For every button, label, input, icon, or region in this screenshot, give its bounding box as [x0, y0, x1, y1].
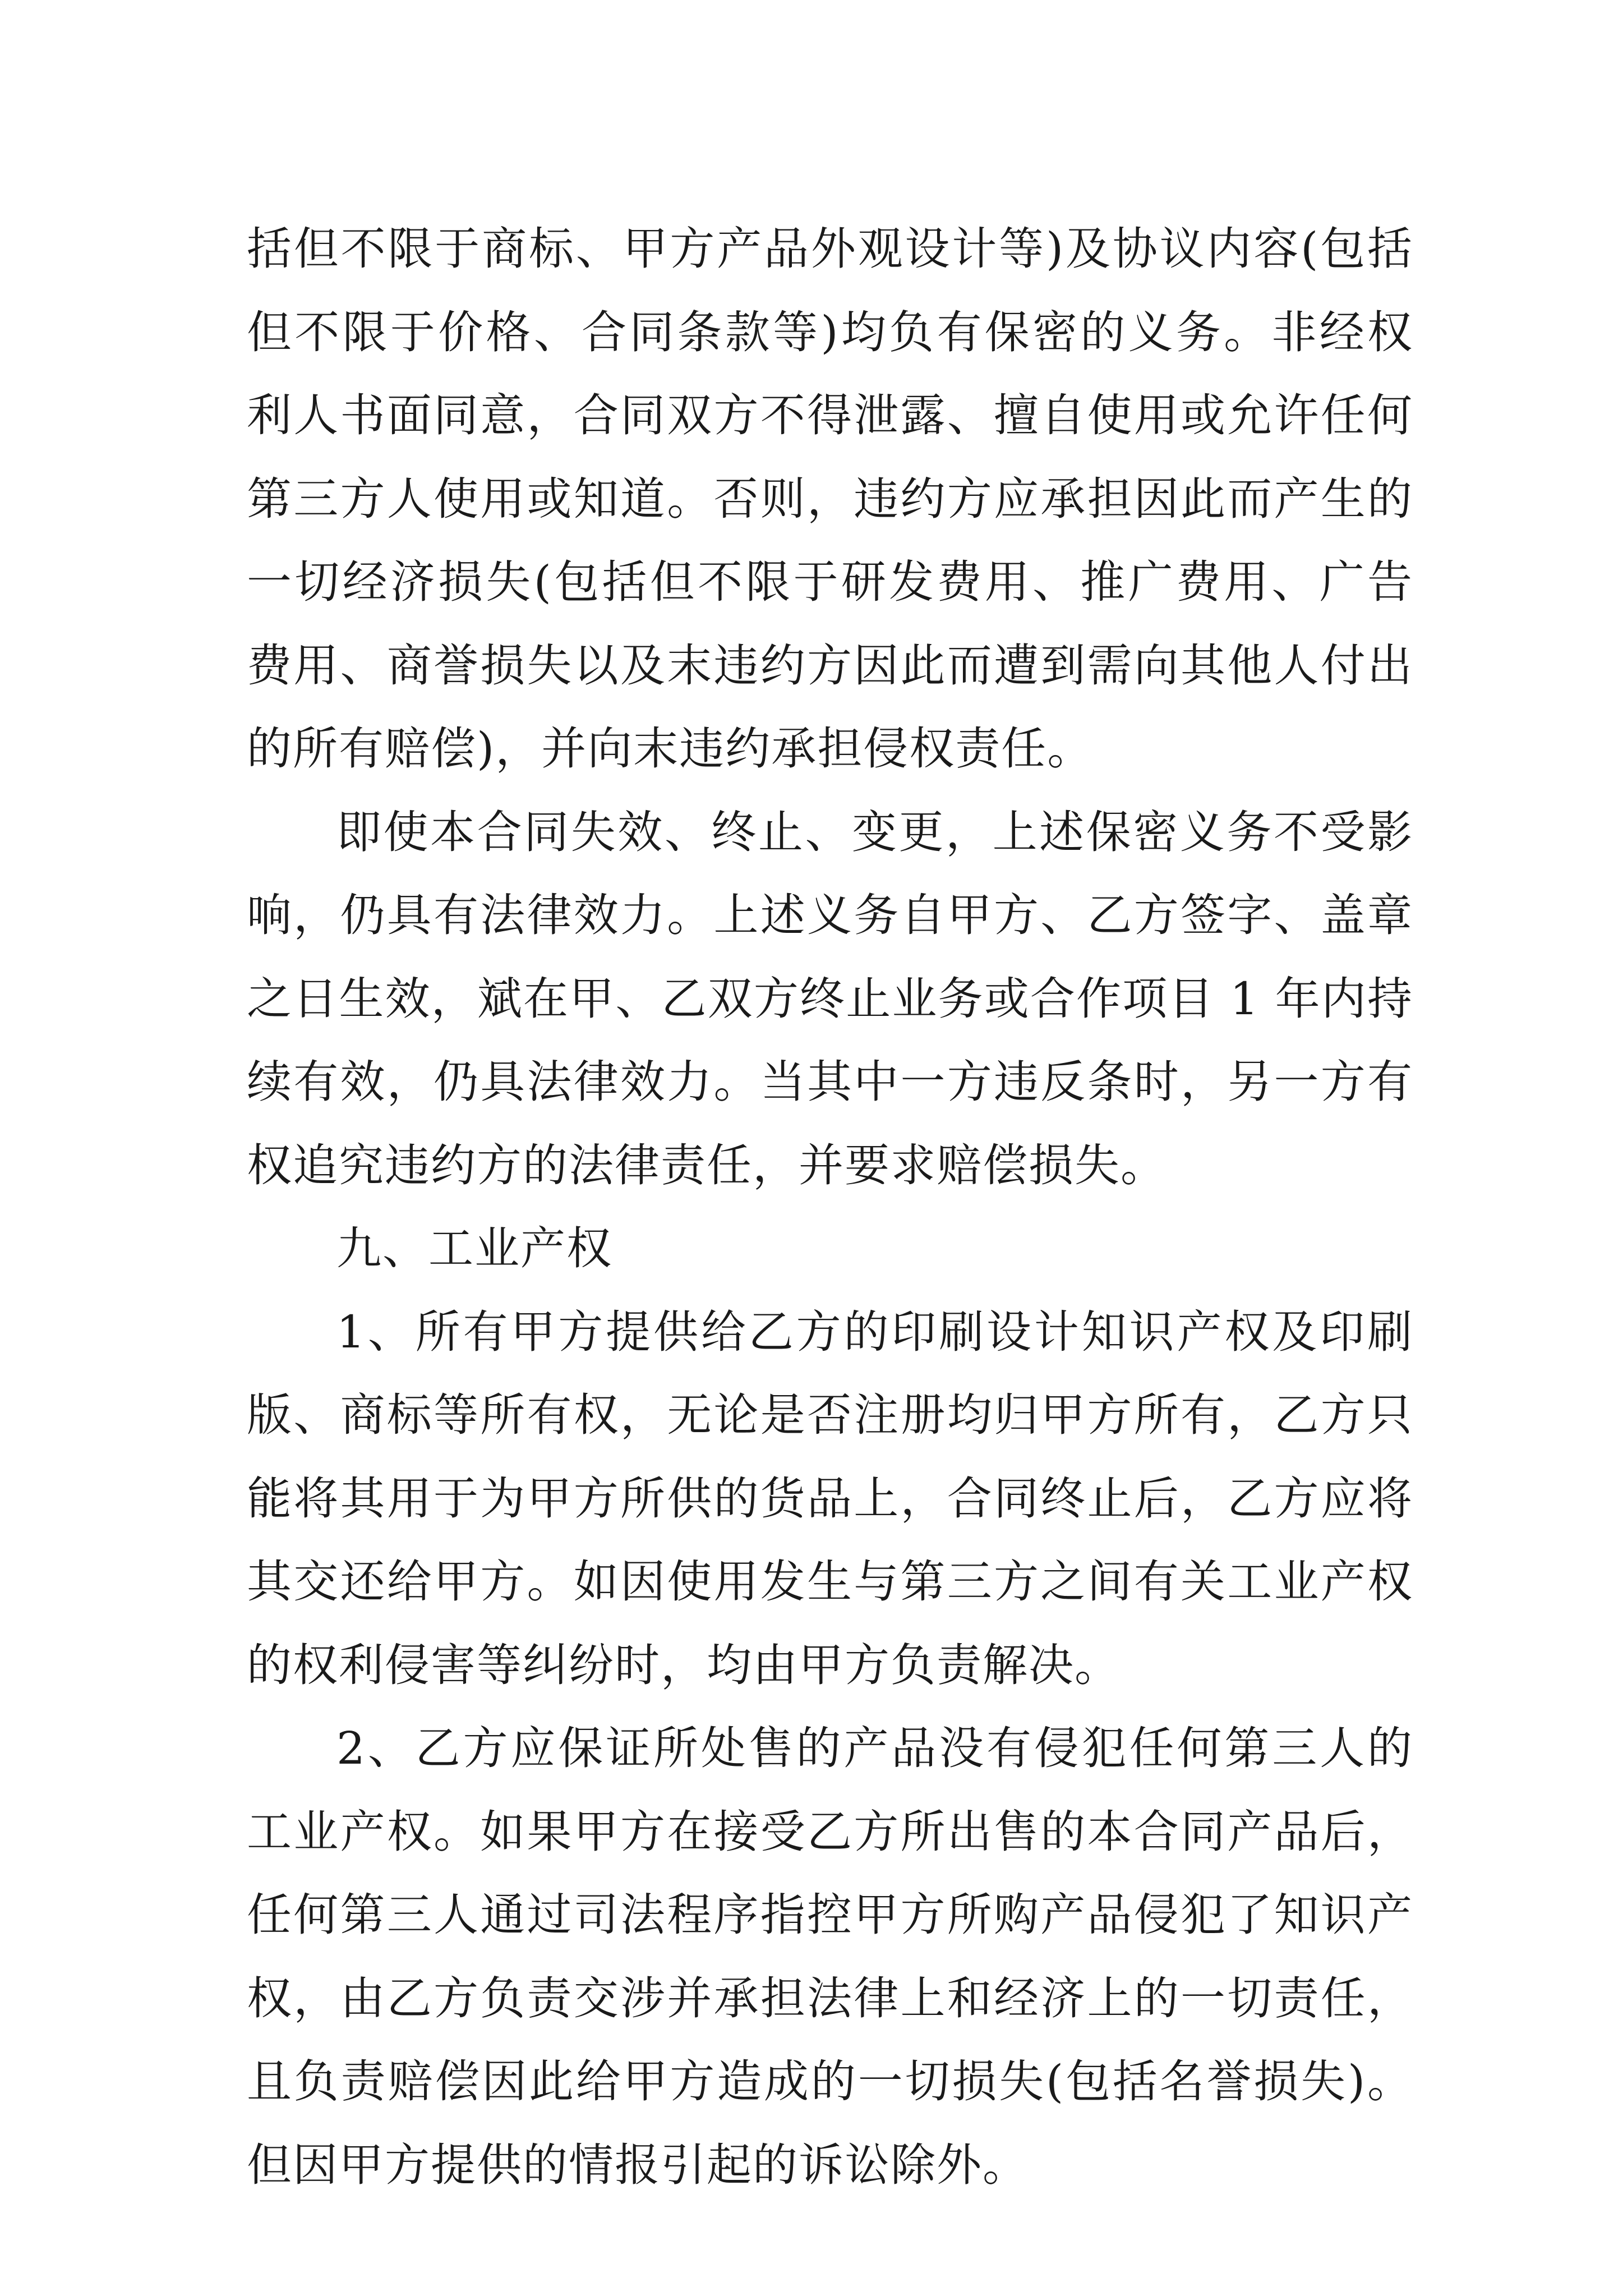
section-heading-industrial-property: 九、工业产权	[336, 1222, 612, 1274]
paragraph-confidentiality-validity: 即使本合同失效、终止、变更，上述保密义务不受影响，仍具有法律效力。上述义务自甲方、乙方签字、盖章之日生效，斌在甲、乙双方终止业务或合作项目 1 年内持续有效，仍具法律效力。当其中一方违反条时，另一方有权追究违约方的法律责任，并要求赔偿损失。	[247, 806, 1413, 1191]
paragraph-ip-clause-1: 1、所有甲方提供给乙方的印刷设计知识产权及印刷版、商标等所有权，无论是否注册均归甲方所有，乙方只能将其用于为甲方所供的货品上，合同终止后，乙方应将其交还给甲方。如因使用发生与第三方之间有关工业产权的权利侵害等纠纷时，均由甲方负责解决。	[247, 1305, 1413, 1691]
paragraph-ip-clause-2: 2、乙方应保证所处售的产品没有侵犯任何第三人的工业产权。如果甲方在接受乙方所出售的本合同产品后，任何第三人通过司法程序指控甲方所购产品侵犯了知识产权，由乙方负责交涉并承担法律上和经济上的一切责任，且负责赔偿因此给甲方造成的一切损失(包括名誉损失)。但因甲方提供的情报引起的诉讼除外。	[247, 1722, 1413, 2191]
document-body	[247, 208, 1413, 2207]
paragraph-confidentiality-continuation: 括但不限于商标、甲方产品外观设计等)及协议内容(包括但不限于价格、合同条款等)均负有保密的义务。非经权利人书面同意，合同双方不得泄露、擅自使用或允许任何第三方人使用或知道。否则，违约方应承担因此而产生的一切经济损失(包括但不限于研发费用、推广费用、广告费用、商誉损失以及末违约方因此而遭到需向其他人付出的所有赔偿)，并向末违约承担侵权责任。	[247, 223, 1413, 775]
